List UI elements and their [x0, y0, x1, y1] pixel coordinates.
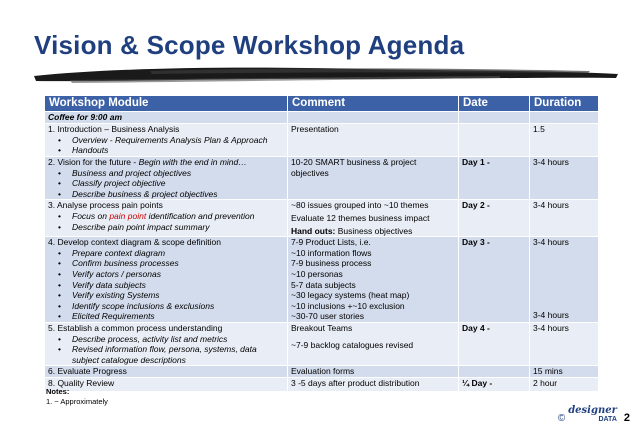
header-comment: Comment: [288, 96, 459, 112]
module-items: [48, 135, 284, 156]
comment-line: ~10 information flows: [291, 247, 372, 258]
duration-cell: 3-4 hours: [530, 200, 599, 237]
comment-line: ~30-70 user stories: [291, 311, 364, 322]
comment-line: Evaluate 12 themes business impact: [291, 212, 430, 223]
date-cell: Day 2 -: [459, 200, 530, 237]
module-items: [48, 168, 284, 200]
module-items: [48, 211, 284, 232]
table-row: [45, 200, 599, 237]
list-item: • Verify actors / personas: [58, 269, 284, 280]
designer-data-logo: designer DATA: [568, 405, 617, 423]
duration-cell: 3-4 hours 3-4 hours: [530, 237, 599, 323]
note-item: 1. ~ Approximately: [46, 397, 108, 406]
module-title: 2. Vision for the future - Begin with the end in mind…: [48, 157, 247, 167]
module-items: [48, 248, 284, 322]
comment-line: 5-7 data subjects: [291, 279, 356, 290]
table-row: [45, 237, 599, 323]
table-row: [45, 322, 599, 365]
date-cell: [459, 124, 530, 157]
header-module: Workshop Module: [45, 96, 288, 112]
comment-line: ~10 personas: [291, 268, 343, 279]
module-title: 4. Develop context diagram & scope definition: [48, 237, 221, 248]
comment-line: 10-20 SMART business & project objectives: [291, 157, 417, 178]
duration-cell: 15 mins: [530, 366, 599, 378]
comment-line: Hand outs: Business objectives: [291, 225, 413, 236]
header-date: Date: [459, 96, 530, 112]
module-cell: [45, 322, 288, 365]
header-duration: Duration: [530, 96, 599, 112]
list-item: • Classify project objective: [58, 178, 284, 189]
module-cell: [45, 237, 288, 323]
list-item: • Overview - Requirements Analysis Plan & Approach: [58, 135, 284, 146]
table-row: [45, 378, 599, 392]
date-cell: Day 4 -: [459, 322, 530, 365]
comment-line: ~30 legacy systems (heat map): [291, 290, 410, 301]
comment-line: 7-9 business process: [291, 258, 372, 269]
date-cell: Day 1 -: [459, 157, 530, 200]
list-item: • Business and project objectives: [58, 168, 284, 179]
list-item: • Verify existing Systems: [58, 290, 284, 301]
brush-stroke-divider: [30, 62, 620, 88]
list-item: • Elicited Requirements: [58, 311, 284, 322]
module-items: [48, 334, 284, 366]
module-cell: [45, 124, 288, 157]
comment-line: ~80 issues grouped into ~10 themes: [291, 200, 429, 211]
module-cell: [45, 200, 288, 237]
duration-bottom: 3-4 hours: [533, 310, 569, 321]
table-row: [45, 157, 599, 200]
notes-heading: Notes:: [46, 387, 70, 396]
comment-cell: Evaluation forms: [288, 366, 459, 378]
list-item: • Prepare context diagram: [58, 248, 284, 259]
list-item: • Confirm business processes: [58, 258, 284, 269]
duration-cell: 3-4 hours: [530, 322, 599, 365]
list-item: • Focus on pain point identification and prevention: [58, 211, 284, 222]
duration-cell: 2 hour: [530, 378, 599, 392]
module-title: 3. Analyse process pain points: [48, 200, 163, 211]
comment-cell: [288, 200, 459, 237]
date-cell: [459, 366, 530, 378]
pain-point-highlight: pain point: [109, 210, 147, 221]
list-item: • Describe business & project objectives: [58, 189, 284, 200]
duration-cell: 1.5: [530, 124, 599, 157]
comment-cell: [288, 237, 459, 323]
module-title: 5. Establish a common process understanding: [48, 322, 223, 333]
comment-line: Presentation: [291, 124, 339, 134]
copyright-symbol: ©: [557, 413, 566, 424]
comment-cell: [288, 124, 459, 157]
comment-line: Breakout Teams: [291, 322, 353, 333]
table-header-row: [45, 96, 599, 112]
date-cell: Day 3 -: [459, 237, 530, 323]
comment-line: ~7-9 backlog catalogues revised: [291, 339, 414, 350]
page-number: 2: [623, 412, 630, 424]
notes-section: [46, 387, 108, 407]
comment-line: ~10 inclusions +~10 exclusion: [291, 300, 405, 311]
footer: [558, 406, 630, 424]
coffee-cell: Coffee for 9:00 am: [45, 112, 288, 124]
date-cell: ¼ Day -: [459, 378, 530, 392]
module-cell: 6. Evaluate Progress: [45, 366, 288, 378]
module-cell: [45, 157, 288, 200]
module-title: 1. Introduction – Business Analysis: [48, 124, 180, 134]
duration-cell: 3-4 hours: [530, 157, 599, 200]
comment-cell: [288, 322, 459, 365]
comment-cell: [288, 157, 459, 200]
list-item: • Describe pain point impact summary: [58, 222, 284, 233]
table-row: [45, 124, 599, 157]
table-row: [45, 366, 599, 378]
comment-cell: 3 -5 days after product distribution: [288, 378, 459, 392]
agenda-table: [44, 95, 599, 392]
list-item: • Revised information flow, persona, systems, data subject catalogue descriptions: [58, 344, 284, 365]
list-item: • Handouts: [58, 145, 284, 156]
table-row-coffee: [45, 112, 599, 124]
list-item: • Describe process, activity list and metrics: [58, 334, 284, 345]
module-cell: 8. Quality Review: [45, 378, 288, 392]
comment-line: 7-9 Product Lists, i.e.: [291, 237, 371, 248]
list-item: • Verify data subjects: [58, 280, 284, 291]
page-title: Vision & Scope Workshop Agenda: [34, 30, 465, 60]
list-item: • Identify scope inclusions & exclusions: [58, 301, 284, 312]
